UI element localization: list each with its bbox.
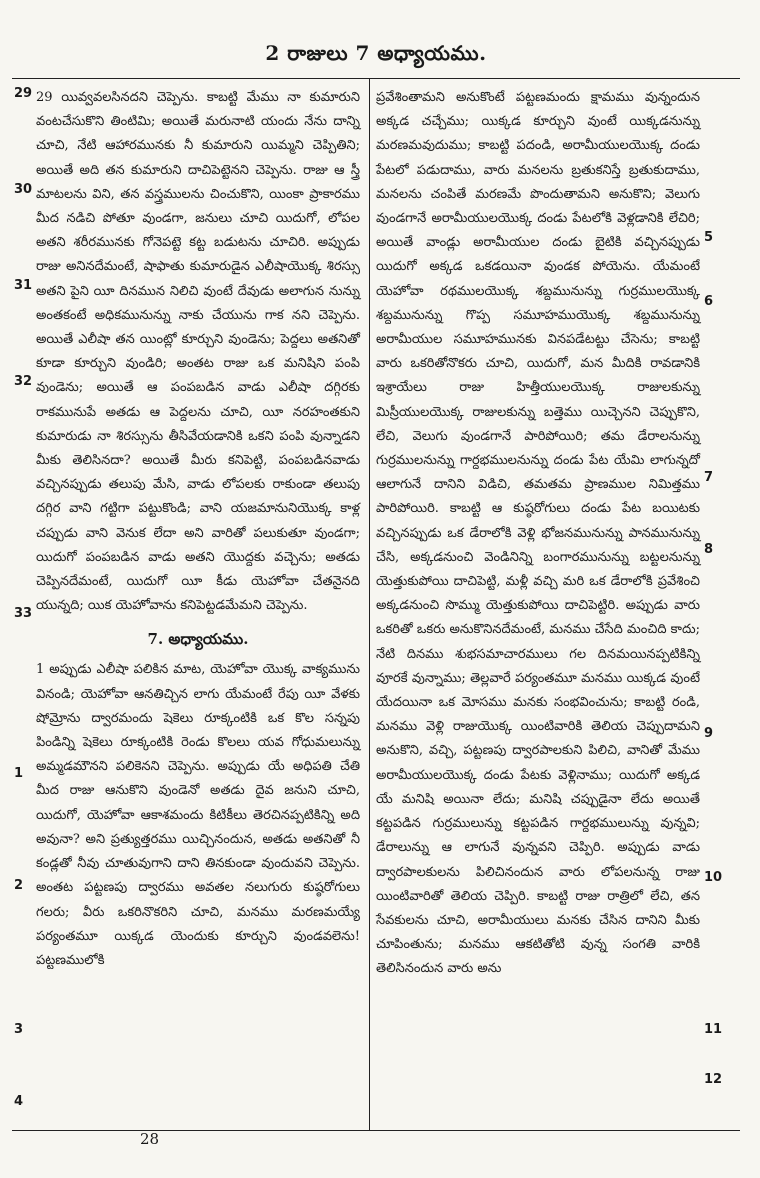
verse-number: 3 xyxy=(14,1022,24,1037)
page-header xyxy=(12,32,740,78)
right-column-text: ప్రవేశింతామని అనుకొంటే పట్టణమందు క్షామము వున్నందున అక్కడ చచ్చేము; యిక్కడ కూర్చుని వుంటే యిక్కడనున్ను మరణమవుదుము; కాబట్టి పదండి, అరామీయులయొక్క దండు పేటలో పడుదాము, వారు మనలను బ్రతుకనిస్తే బ్రతుకుదాము, మనలను చంపితే మరణమే పొందుతామని అనుకొని; వెలుగు వుండగానే అరామీయులయొక్క దండు పేటలోకి వెళ్లడానికి లేచిరి; అయితే వాండ్లు అరామీయుల దండు బైటికి వచ్చినప్పుడు యిదుగో అక్కడ ఒకడయినా వుండక పోయెను. యేమంటే యెహోవా రథములయొక్క శబ్దమునున్ను గుర్రములయొక్క శబ్దమునున్ను గొప్ప సమూహముయొక్క శబ్దమునున్ను అరామీయుల సమూహమునకు వినపడేటట్టు చేసెను; కాబట్టి వారు ఒకరితోనొకరు చూచి, యిదుగో, మన మీదికి రావడానికి ఇశ్రాయేలు రాజు హిత్తీయులయొక్క రాజులకున్ను మిస్రీయులయొక్క రాజులకున్ను బత్తెము యిచ్చెనని చెప్పుకొని, లేచి, వెలుగు వుండగానే పారిపోయిరి; తమ డేరాలనున్ను గుర్రములనున్ను గార్దభములనున్ను దండు పేట యేమి లాగున్నదో ఆలాగునే దానిని విడిచి, తమతమ ప్రాణముల నిమిత్తము పారిపోయిరి. కాబట్టి ఆ కుష్ఠరోగులు దండు పేట బయిటకు వచ్చినప్పుడు ఒక డేరాలోకి వెళ్లి భోజనమునున్ను పానమునున్ను చేసి, అక్కడనుంచి వెండినిన్ని బంగారమునున్ను బట్టలనున్ను యెత్తుకుపోయి దాచిపెట్టి, మళ్లీ వచ్చి మరి ఒక డేరాలోకి ప్రవేశించి అక్కడనుంచి సొమ్ము యెత్తుకుపోయి దాచిపెట్టిరి. అప్పుడు వారు ఒకరితో ఒకరు అనుకొనినదేమంటే, మనము చేసేది మంచిది కాదు; నేటి దినము శుభసమాచారములు గల దినమయినప్పటికిన్ని వూరకే వున్నాము; తెల్లవారే పర్యంతమూ మనము యిక్కడ వుంటే యేదయినా ఒక మోసము మనకు సంభవించును; కాబట్టి రండి, మనము వెళ్లి రాజుయొక్క యింటివారికి తెలియ చెప్పుదామని అనుకొని, వచ్చి, పట్టణపు ద్వారపాలకుని పిలిచి, వానితో మేము అరామీయులయొక్క దండు పేటకు వెళ్లినాము; యిదుగో అక్కడ యే మనిషి అయినా లేదు; మనిషి చప్పుడైనా లేదు అయితే కట్టపడిన గుర్రములున్ను కట్టపడిన గార్దభములున్ను వున్నవి; డేరాలున్ను ఆ లాగునే వున్నవని చెప్పిరి. అప్పుడు వాడు ద్వారపాలకులను పిలిచినందున వారు లోపలనున్న రాజు యింటివారితో తెలియ చెప్పిరి. కాబట్టి రాజు రాత్రిలో లేచి, తన సేవకులను చూచి, అరామీయులు మనకు చేసిన దానిని మీకు చూపింతును; మనము ఆకటితోటి వున్న సంగతి వారికి తెలిసినందున వారు అను xyxy=(376,90,700,977)
verse-number: 11 xyxy=(704,1022,723,1037)
verse-number: 8 xyxy=(704,542,714,557)
chapter-heading: 7. అధ్యాయము. xyxy=(147,630,249,649)
verse-number: 9 xyxy=(704,726,714,741)
page-title: 2 రాజులు 7 అధ్యాయము. xyxy=(265,40,487,65)
footer-rule xyxy=(12,1130,740,1131)
verse-number: 30 xyxy=(14,182,33,197)
verse-number: 31 xyxy=(14,278,33,293)
page-number: 28 xyxy=(140,1130,160,1148)
right-column xyxy=(376,86,700,982)
verse-number: 10 xyxy=(704,870,723,885)
verse-number: 7 xyxy=(704,470,714,485)
verse-number: 6 xyxy=(704,294,714,309)
verse-number: 1 xyxy=(14,766,24,781)
verse-number: 5 xyxy=(704,230,714,245)
verse-number: 33 xyxy=(14,606,33,621)
verse-number: 4 xyxy=(14,1094,24,1109)
column-divider xyxy=(369,78,370,1130)
left-column xyxy=(36,86,360,973)
verse-number: 29 xyxy=(14,86,33,101)
verse-number: 32 xyxy=(14,374,33,389)
left-column-intro-text: 29 యివ్వవలసినదని చెప్పెను. కాబట్టి మేము నా కుమారుని వంటచేసుకొని తింటిమి; అయితే మరునాటి యందు నేను దాన్ని చూచి, నేటి ఆహారమునకు నీ కుమారుని యిమ్మని చెప్పితిని; అయితే అది తన కుమారుని దాచిపెట్టెనని చెప్పెను. రాజు ఆ స్త్రీ మాటలను విని, తన వస్త్రములను చించుకొని, యింకా ప్రాకారము మీద నడిచి పోతూ వుండగా, జనులు చూచి యిదుగో, లోపల అతని శరీరమునకు గోనెపట్టె కట్ట బడుటను చూచిరి. అప్పుడు రాజు అనినదేమంటే, షాఫాతు కుమారుడైన ఎలీషాయొక్క శిరస్సు అతని పైని యీ దినమున నిలిచి వుంటే దేవుడు అలాగున నున్ను అంతకంటే అధికమునున్ను నాకు చేయును గాక నని చెప్పెను. అయితే ఎలీషా తన యింట్లో కూర్చుని వుండెను; పెద్దలు అతనితో కూడా కూర్చుని వుండిరి; అంతట రాజు ఒక మనిషిని పంపి వుండెను; అయితే ఆ పంపబడిన వాడు ఎలీషా దగ్గిరకు రాకమునుపే అతడు ఆ పెద్దలను చూచి, యీ నరహంతకుని కుమారుడు నా శిరస్సును తీసివేయడానికి ఒకని పంపి వున్నాడని మీకు తెలిసినదా? అయితే మీరు కనిపెట్టి, పంపబడినవాడు వచ్చినప్పుడు తలుపు మేసి, వాడు లోపలకు రాకుండా తలుపు దగ్గిర వాని గట్టిగా పట్టుకొండి; వాని యజమానునియొక్క కాళ్ల చప్పుడు వాని వెనుక లేదా అని వారితో పలుకుతూ వుండగా; యిదుగో పంపబడిన వాడు అతని యొద్దకు వచ్చెను; అతడు చెప్పినదేమంటే, యిదుగో యీ కీడు యెహోవా చేతనైనది యున్నది; యిక యెహోవాను కనిపెట్టడమేమని చెప్పెను. xyxy=(36,90,360,614)
left-column-chapter-text: 1 అప్పుడు ఎలీషా పలికిన మాట, యెహోవా యొక్క వాక్యమును వినండి; యెహోవా ఆనతిచ్చిన లాగు యేమంటే రేపు యీ వేళకు షోమ్రోను ద్వారమందు షెకెలు రూక్కంటికి ఒక కొల సన్నపు పిండిన్ని షెకెలు రూక్కంటికి రెండు కొలలు యవ గోధుమలున్ను అమ్మడమౌనని పలికెనని చెప్పెను. అప్పుడు యే అధిపతి చేతి మీద రాజు ఆనుకొని వుండెనో అతడు దైవ జనుని చూచి, యిదుగో, యెహోవా ఆకాశమందు కిటికీలు తెరచినప్పటికిన్ని అది అవునా? అని ప్రత్యుత్తరము యిచ్చినందున, అతడు అతనితో నీ కండ్లతో నీవు చూతువుగాని దాని తినకుండా వుందువని చెప్పెను. అంతట పట్టణపు ద్వారము అవతల నలుగురు కుష్ఠరోగులు గలరు; వీరు ఒకరినొకరిని చూచి, మనము మరణమయ్యే పర్యంతమూ యిక్కడ యెందుకు కూర్చుని వుండవలెను! పట్టణములోకి xyxy=(36,662,360,968)
verse-number: 12 xyxy=(704,1072,723,1087)
verse-number: 2 xyxy=(14,878,24,893)
header-rule xyxy=(12,78,740,79)
